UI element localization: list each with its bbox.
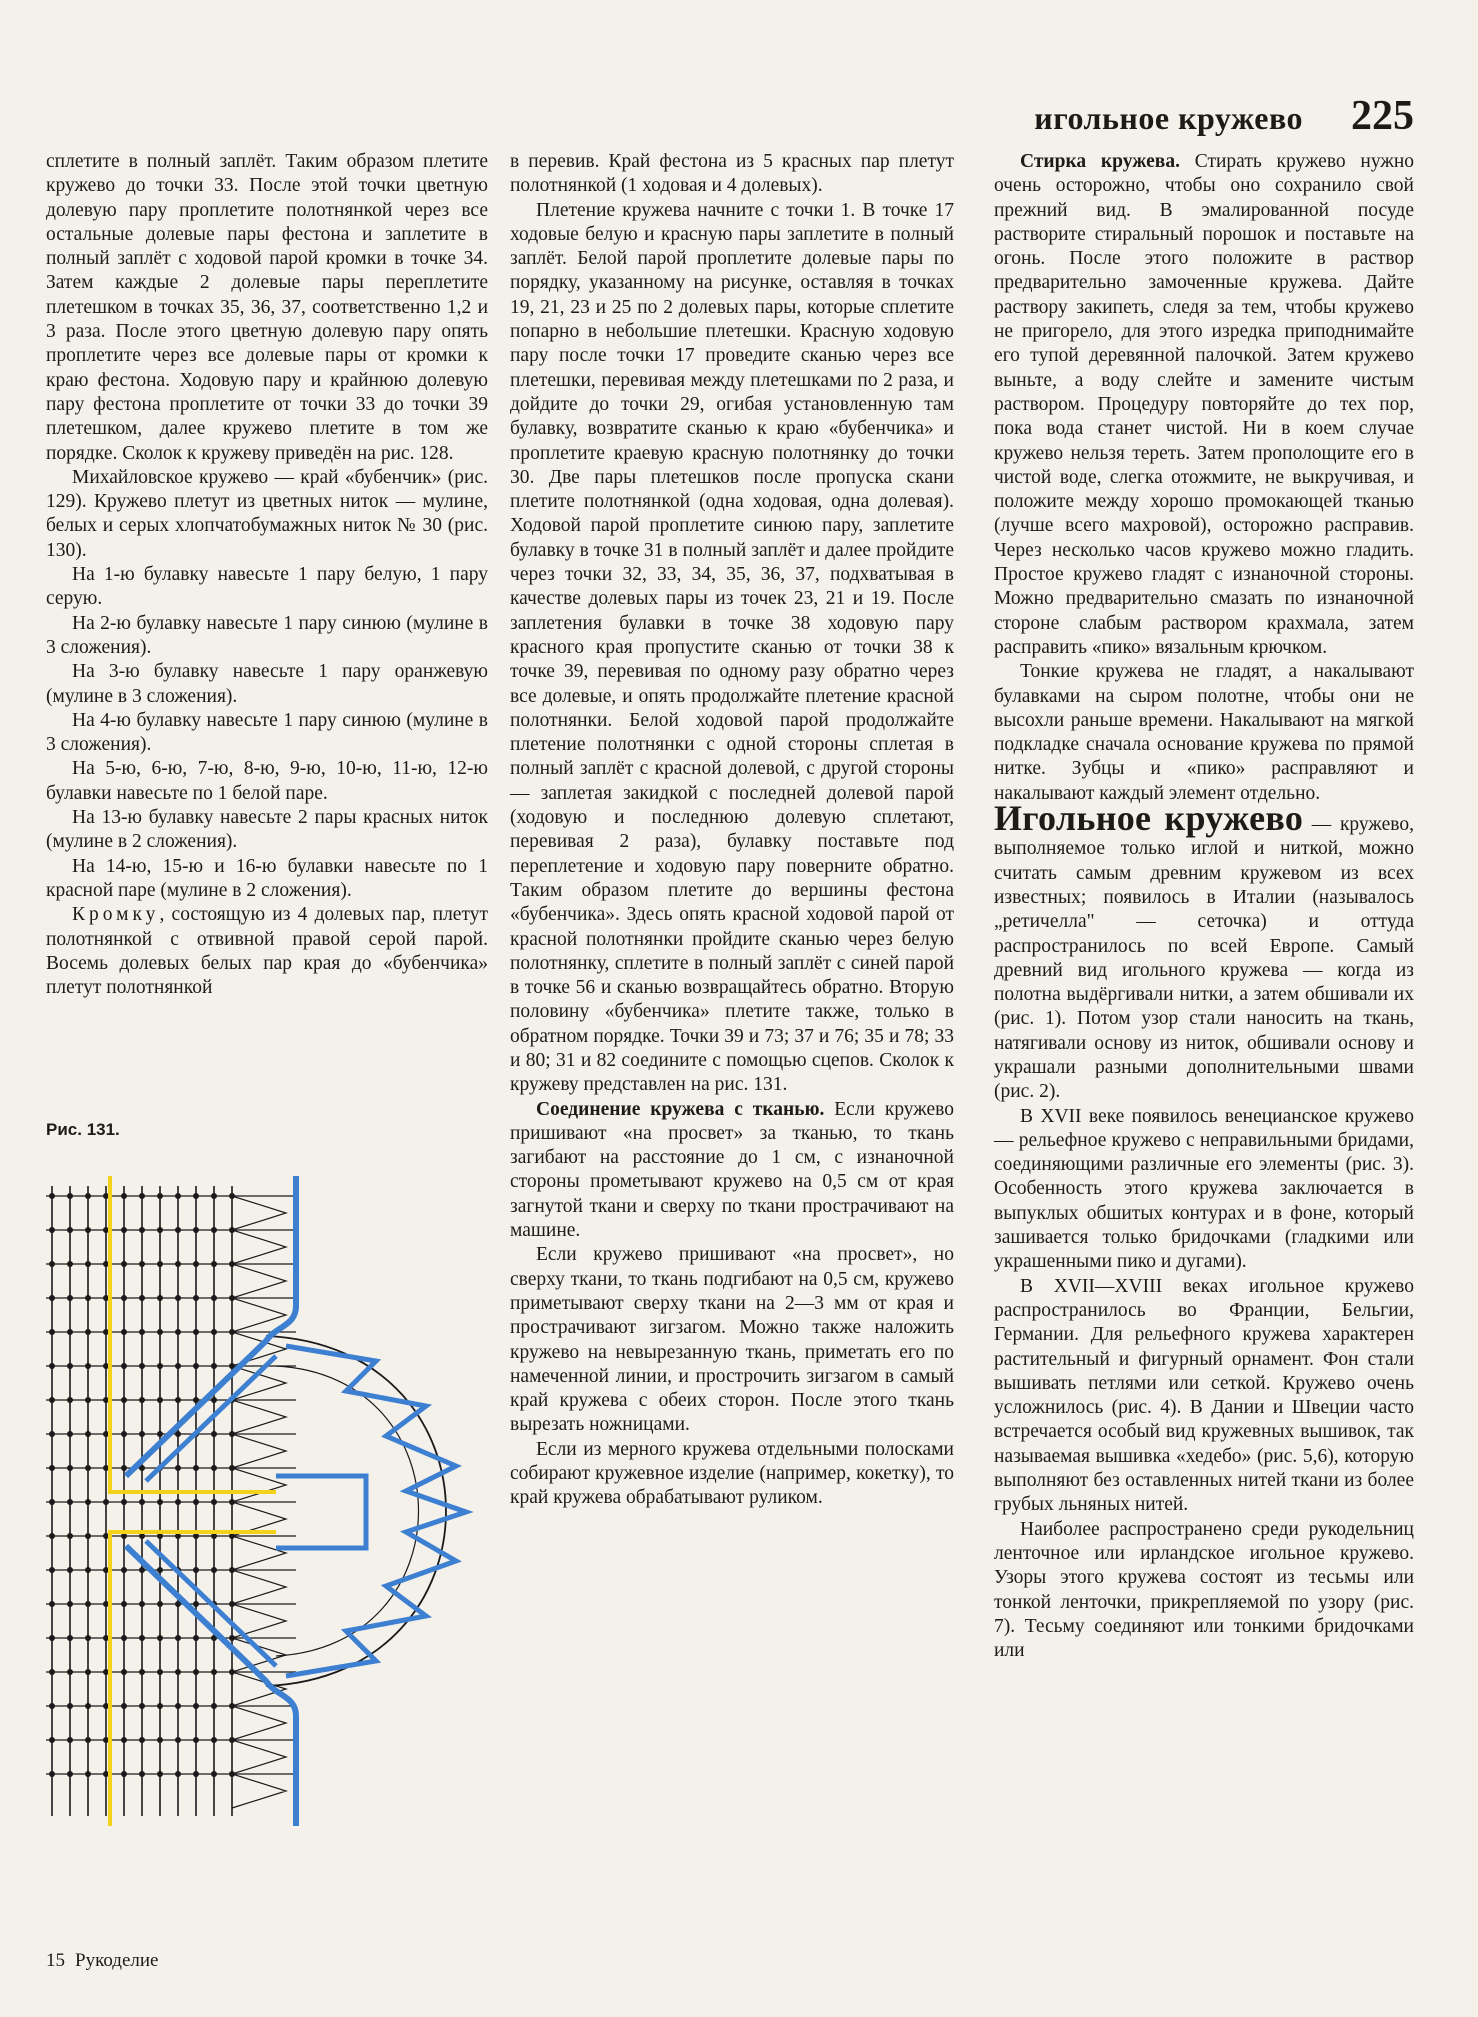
paragraph: На 13-ю булавку навесьте 2 пары красных ниток (мулине в 2 сложения). <box>46 807 488 853</box>
pin-dot <box>67 1193 73 1199</box>
pin-dot <box>175 1295 181 1301</box>
lace-pattern-diagram <box>46 1176 486 1826</box>
pin-dot <box>157 1499 163 1505</box>
pin-dot <box>85 1737 91 1743</box>
pin-dot <box>193 1669 199 1675</box>
pin-dot <box>67 1669 73 1675</box>
page-footer <box>46 1950 158 1972</box>
pin-dot <box>139 1295 145 1301</box>
paragraph: На 2-ю булавку навесьте 1 пару синюю (мулине в 3 сложения). <box>46 612 488 658</box>
paragraph: Соединение кружева с тканью. Если кружево пришивают «на просвет» за тканью, то ткань загибают на расстояние до 1 см, с изнаночной стороны прометывают кружево на 0,5 см от края загнутой ткани и сверху по ткани прострачивают на машине. <box>510 1098 954 1242</box>
paragraph: На 5-ю, 6-ю, 7-ю, 8-ю, 9-ю, 10-ю, 11-ю, 12-ю булавки навесьте по 1 белой паре. <box>46 758 488 804</box>
pin-dot <box>121 1737 127 1743</box>
pin-dot <box>67 1295 73 1301</box>
pin-dot <box>157 1703 163 1709</box>
pin-dot <box>139 1227 145 1233</box>
pin-dot <box>193 1295 199 1301</box>
pin-dot <box>85 1601 91 1607</box>
pin-dot <box>175 1193 181 1199</box>
paragraph: На 14-ю, 15-ю и 16-ю булавки навесьте по 1 красной паре (мулине в 2 сложения). <box>46 855 488 901</box>
pin-dot <box>67 1737 73 1743</box>
pin-dot <box>67 1431 73 1437</box>
pin-dot <box>49 1703 55 1709</box>
paragraph: Если из мерного кружева отдельными полосками собирают кружевное изделие (например, кокетку), то край кружева обрабатывают руликом. <box>510 1438 954 1509</box>
pin-dot <box>229 1261 235 1267</box>
pin-dot <box>85 1669 91 1675</box>
pin-dot <box>193 1499 199 1505</box>
pin-dot <box>157 1737 163 1743</box>
pin-dot <box>211 1397 217 1403</box>
pin-dot <box>85 1499 91 1505</box>
yellow-thread <box>110 1176 276 1826</box>
pin-dot <box>49 1669 55 1675</box>
paragraph: в перевив. Край фестона из 5 красных пар плетут полотнянкой (1 ходовая и 4 долевых). <box>510 151 954 197</box>
pin-dot <box>67 1533 73 1539</box>
pin-dot <box>229 1567 235 1573</box>
pin-dot <box>229 1771 235 1777</box>
pin-dot <box>157 1295 163 1301</box>
pin-dot <box>121 1567 127 1573</box>
pin-dot <box>193 1601 199 1607</box>
footer-title: Рукоделие <box>75 1950 159 1971</box>
pin-dot <box>121 1329 127 1335</box>
pin-dot <box>211 1465 217 1471</box>
paragraph-heading: Игольное кружево — кружево, выполняемое только иглой и ниткой, можно считать самым древним кружевом из всех известных; появилось в Италии (называлось „ретичелла" — сеточка) и оттуда распространилось по всей Европе. Самый древний вид игольного кружева — когда из полотна выдёргивали нитки, а затем обшивали их (рис. 1). Потом узор стали наносить на ткань, натягивали основу из ниток, обшивали основу и украшали разными дополнительными швами (рис. 2). <box>994 798 1414 1103</box>
pin-dot <box>157 1567 163 1573</box>
pin-dot <box>67 1635 73 1641</box>
pin-dot <box>49 1635 55 1641</box>
pin-dot <box>229 1295 235 1301</box>
pin-dot <box>193 1567 199 1573</box>
pin-dot <box>157 1397 163 1403</box>
pin-dot <box>211 1295 217 1301</box>
pin-dot <box>85 1363 91 1369</box>
pin-dot <box>67 1771 73 1777</box>
pin-dot <box>175 1465 181 1471</box>
pin-dot <box>121 1363 127 1369</box>
pin-dot <box>157 1261 163 1267</box>
pin-dot <box>49 1431 55 1437</box>
pin-dot <box>229 1635 235 1641</box>
pin-dot <box>175 1635 181 1641</box>
pin-dot <box>121 1669 127 1675</box>
lace-pattern-figure <box>46 1176 486 1826</box>
pin-dot <box>67 1227 73 1233</box>
pin-dot <box>211 1499 217 1505</box>
pin-dot <box>49 1499 55 1505</box>
pin-dot <box>67 1567 73 1573</box>
paragraph: Михайловское кружево — край «бубенчик» (рис. 129). Кружево плетут из цветных ниток — мулине, белых и серых хлопчатобумажных ниток № 30 (рис. 130). <box>46 466 488 561</box>
paragraph: Стирка кружева. Стирать кружево нужно очень осторожно, чтобы оно сохранило свой прежний вид. В эмалированной посуде растворите стиральный порошок и поставьте на огонь. После этого положите в раствор предварительно замоченные кружева. Дайте раствору закипеть, следя за тем, чтобы кружево не пригорело, для этого изредка приподнимайте его тупой деревянной палочкой. Затем кружево выньте, а воду слейте и замените чистым раствором. Процедуру повторяйте до тех пор, пока вода станет чистой. Ни в коем случае кружево нельзя тереть. Затем прополощите его в чистой воде, слегка отожмите, не выкручивая, и положите между хорошо промокающей тканью (лучше всего махровой), осторожно расправив. Через несколько часов кружево можно гладить. Простое кружево гладят с изнаночной стороны. Можно предварительно смазать по изнаночной стороне слабым раствором крахмала, затем расправить «пико» вязальным крючком. <box>994 151 1415 658</box>
paragraph: Если кружево пришивают «на просвет», но сверху ткани, то ткань подгибают на 0,5 см, кружево приметывают сверху ткани на 2—3 мм от края и прострачивают зигзагом. Можно также наложить кружево на невырезанную ткань, приметать его по намеченной линии, и прострочить зигзагом в самый край кружева с обеих сторон. После этого ткань вырезать ножницами. <box>510 1244 954 1436</box>
pin-dot <box>121 1261 127 1267</box>
pin-dot <box>67 1329 73 1335</box>
paragraph: Плетение кружева начните с точки 1. В точке 17 ходовые белую и красную пары заплетите в полный заплёт. Белой парой проплетите долевые пары по порядку, указанному на рисунке, оставляя в точках 19, 21, 23 и 25 по 2 долевых пары, которые сплетите попарно в небольшие плетешки. Красную ходовую пару после точки 17 проведите сканью через все плетешки, перевивая между плетешками по 2 раза, и дойдите до точки 29, огибая установленную там булавку, возвратите сканью к краю «бубенчика» и проплетите краевую красную полотнянку до точки 30. Две пары плетешков после пропуска скани плетите полотнянкой (одна ходовая, одна долевая). Ходовой парой проплетите синюю пару, заплетите булавку в точке 31 в полный заплёт и далее пройдите через точки 32, 33, 34, 35, 36, 37, подхватывая в качестве долевых пары из точек 23, 21 и 19. После заплетения булавки в точке 38 ходовую пару красного края пропустите сканью от точки 38 к точке 39, перевивая по одному разу обратно через все долевые, и опять продолжайте плетение красной полотнянки. Белой ходовой парой продолжайте плетение полотнянки с одной стороны сплетая в полный заплёт с красной долевой, с другой стороны — заплетая закидкой с последней долевой парой (ходовую и последнюю долевую сплетают, перевивая 2 раза), булавку поставьте под переплетение и ходовую пару поверните обратно. Таким образом плетите до вершины фестона «бубенчика». Здесь опять красной ходовой парой от красной полотнянки пройдите сканью через белую полотнянку, сплетите в полный заплёт с синей парой в точке 56 и сканью возвращайтесь обратно. Вторую половину «бубенчика» плетите также, только в обратном порядке. Точки 39 и 73; 37 и 76; 35 и 78; 33 и 80; 31 и 82 соедините с помощью сцепов. Сколок к кружеву представлен на рис. 131. <box>510 199 954 1096</box>
pin-dot <box>121 1227 127 1233</box>
blue-scallop-zigzag <box>286 1346 466 1676</box>
pin-dot <box>139 1329 145 1335</box>
paragraph: Наиболее распространено среди рукодельниц ленточное или ирландское игольное кружево. Узоры этого кружева состоят из тесьмы или тонкой ленточки, прикрепляемой по узору (рис. 7). Тесьму соединяют или тонкими бридочками или <box>994 1518 1414 1662</box>
pin-dot <box>67 1601 73 1607</box>
pin-dot <box>229 1737 235 1743</box>
pin-dot <box>49 1295 55 1301</box>
pin-dot <box>157 1431 163 1437</box>
pin-dot <box>229 1431 235 1437</box>
footer-number: 15 <box>46 1950 65 1971</box>
text-column-1 <box>46 150 488 1000</box>
pin-dot <box>193 1363 199 1369</box>
pin-dot <box>139 1669 145 1675</box>
paragraph: На 1-ю булавку навесьте 1 пару белую, 1 пару серую. <box>46 564 488 610</box>
pin-dot <box>85 1295 91 1301</box>
pin-dot <box>157 1227 163 1233</box>
running-head <box>1034 92 1414 140</box>
pin-dot <box>193 1397 199 1403</box>
paragraph: На 4-ю булавку навесьте 1 пару синюю (мулине в 3 сложения). <box>46 709 488 756</box>
pin-dot <box>229 1465 235 1471</box>
pin-dot <box>121 1703 127 1709</box>
pin-dot <box>49 1533 55 1539</box>
pin-dot <box>85 1533 91 1539</box>
pin-dot <box>211 1193 217 1199</box>
pin-dot <box>139 1703 145 1709</box>
pin-dot <box>211 1329 217 1335</box>
pin-dot <box>193 1329 199 1335</box>
pin-dot <box>157 1193 163 1199</box>
pin-dot <box>85 1635 91 1641</box>
paragraph: В XVII веке появилось венецианское кружево — рельефное кружево с неправильными бридами, соединяющими различные его элементы (рис. 3). Особенность этого кружева заключается в выпуклых обшитых контурах и в фоне, который зашивается только бридочками (гладкими или украшенными пико и дугами). <box>994 1105 1414 1273</box>
pin-dot <box>175 1227 181 1233</box>
pin-dot <box>49 1601 55 1607</box>
pin-dot <box>175 1737 181 1743</box>
pin-dot <box>67 1363 73 1369</box>
pin-dot <box>67 1465 73 1471</box>
pin-dot <box>85 1567 91 1573</box>
pin-dot <box>85 1397 91 1403</box>
pin-dot <box>85 1465 91 1471</box>
pin-dot <box>121 1601 127 1607</box>
pin-dot <box>139 1737 145 1743</box>
pin-dot <box>85 1329 91 1335</box>
pin-dot <box>121 1397 127 1403</box>
pin-dot <box>139 1601 145 1607</box>
pin-dot <box>139 1567 145 1573</box>
pin-dot <box>211 1669 217 1675</box>
pin-dot <box>139 1771 145 1777</box>
pin-dot <box>49 1465 55 1471</box>
pin-dot <box>229 1703 235 1709</box>
pin-dot <box>211 1703 217 1709</box>
pin-dot <box>139 1261 145 1267</box>
pin-dot <box>49 1193 55 1199</box>
pin-dot <box>121 1771 127 1777</box>
pin-dot <box>139 1363 145 1369</box>
pin-dot <box>193 1227 199 1233</box>
pin-dot <box>121 1431 127 1437</box>
pin-dot <box>67 1499 73 1505</box>
page-number: 225 <box>1351 93 1414 139</box>
pin-dot <box>157 1635 163 1641</box>
pin-dot <box>193 1635 199 1641</box>
pin-dot <box>67 1397 73 1403</box>
pin-dot <box>139 1499 145 1505</box>
pin-dot <box>121 1295 127 1301</box>
paragraph: сплетите в полный заплёт. Таким образом плетите кружево до точки 33. После этой точки цветную долевую пару проплетите полотнянкой через все остальные долевые пары фестона и заплетите в полный заплёт с ходовой парой кромки в точке 34. Затем каждые 2 долевые пары переплетите плетешком в точках 35, 36, 37, соответственно 1,2 и 3 раза. После этого цветную долевую пару опять проплетите через все долевые пары от кромки к краю фестона. Ходовую пару и крайнюю долевую пару фестона проплетите от точки 33 до точки 39 плетешком, далее кружево плетите в том же порядке. Сколок к кружеву приведён на рис. 128. <box>46 151 488 464</box>
pin-dot <box>229 1601 235 1607</box>
pin-dot <box>157 1771 163 1777</box>
text-column-3 <box>994 150 1414 1663</box>
pin-dot <box>175 1397 181 1403</box>
pin-dot <box>193 1703 199 1709</box>
pin-dot <box>175 1499 181 1505</box>
pin-dot <box>175 1329 181 1335</box>
paragraph: В XVII—XVIII веках игольное кружево распространилось во Франции, Бельгии, Германии. Для рельефного кружева характерен растительный и фигурный орнамент. Фон стали вышивать петлями или сеткой. Кружево очень усложнилось (рис. 4). В Дании и Швеции часто встречается особый вид кружевных вышивок, так называемая вышивка «хедебо» (рис. 5,6), которую выполняют без оставленных нитей ткани из более грубых льняных нитей. <box>994 1275 1414 1516</box>
pin-dot <box>139 1193 145 1199</box>
pin-dot <box>139 1635 145 1641</box>
pin-dot <box>175 1669 181 1675</box>
pin-dot <box>211 1227 217 1233</box>
scallop-inner <box>276 1366 419 1656</box>
pin-dot <box>211 1363 217 1369</box>
pin-dot <box>193 1261 199 1267</box>
pin-dot <box>49 1771 55 1777</box>
pin-dot <box>175 1261 181 1267</box>
text-column-2 <box>510 150 954 1511</box>
pin-dot <box>67 1261 73 1267</box>
pin-dot <box>121 1193 127 1199</box>
pin-dot <box>121 1635 127 1641</box>
pin-dot <box>139 1431 145 1437</box>
blue-centre-loop <box>276 1476 366 1548</box>
pin-dot <box>85 1261 91 1267</box>
pin-dot <box>229 1193 235 1199</box>
pin-dot <box>157 1669 163 1675</box>
pin-dot <box>121 1499 127 1505</box>
blue-edge-inner <box>146 1356 276 1666</box>
pin-dot <box>85 1703 91 1709</box>
figure-caption: Рис. 131. <box>46 1120 120 1139</box>
pin-dot <box>211 1567 217 1573</box>
pin-dot <box>85 1227 91 1233</box>
pin-dot <box>193 1193 199 1199</box>
paragraph: На 3-ю булавку навесьте 1 пару оранжевую (мулине в 3 сложения). <box>46 661 488 707</box>
pin-dot <box>193 1737 199 1743</box>
pin-dot <box>85 1771 91 1777</box>
pin-dot <box>157 1601 163 1607</box>
pin-dot <box>85 1431 91 1437</box>
pin-dot <box>175 1771 181 1777</box>
pin-dot <box>229 1329 235 1335</box>
pin-dot <box>229 1499 235 1505</box>
pin-dot <box>49 1261 55 1267</box>
pin-dot <box>139 1397 145 1403</box>
pin-dot <box>49 1397 55 1403</box>
pin-dot <box>229 1669 235 1675</box>
pin-dot <box>193 1771 199 1777</box>
pin-dot <box>229 1227 235 1233</box>
paragraph: Кромку, состоящую из 4 долевых пар, плетут полотнянкой с отвивной правой серой парой. Восемь долевых белых пар края до «бубенчика» плетут полотнянкой <box>46 904 488 999</box>
pin-dot <box>157 1363 163 1369</box>
pin-dot <box>175 1703 181 1709</box>
pin-dot <box>49 1567 55 1573</box>
pin-dot <box>49 1329 55 1335</box>
pin-dot <box>193 1465 199 1471</box>
pin-dot <box>175 1363 181 1369</box>
pin-dot <box>121 1465 127 1471</box>
pin-dot <box>85 1193 91 1199</box>
pin-dot <box>157 1329 163 1335</box>
pin-dot <box>211 1261 217 1267</box>
pin-dot <box>49 1363 55 1369</box>
pin-dot <box>49 1737 55 1743</box>
pin-dot <box>211 1431 217 1437</box>
section-title: игольное кружево <box>1034 100 1303 136</box>
pin-dot <box>211 1771 217 1777</box>
paragraph: Тонкие кружева не гладят, а накалывают булавками на сыром полотне, чтобы они не высохли раньше времени. Накалывают на мягкой подкладке сначала основание кружева по прямой нитке. Зубцы и «пико» расправляют и накалывают каждый элемент отдельно. <box>994 661 1414 804</box>
pin-dot <box>67 1703 73 1709</box>
pin-dot <box>103 1499 109 1505</box>
pin-dot <box>211 1737 217 1743</box>
pin-dot <box>49 1227 55 1233</box>
